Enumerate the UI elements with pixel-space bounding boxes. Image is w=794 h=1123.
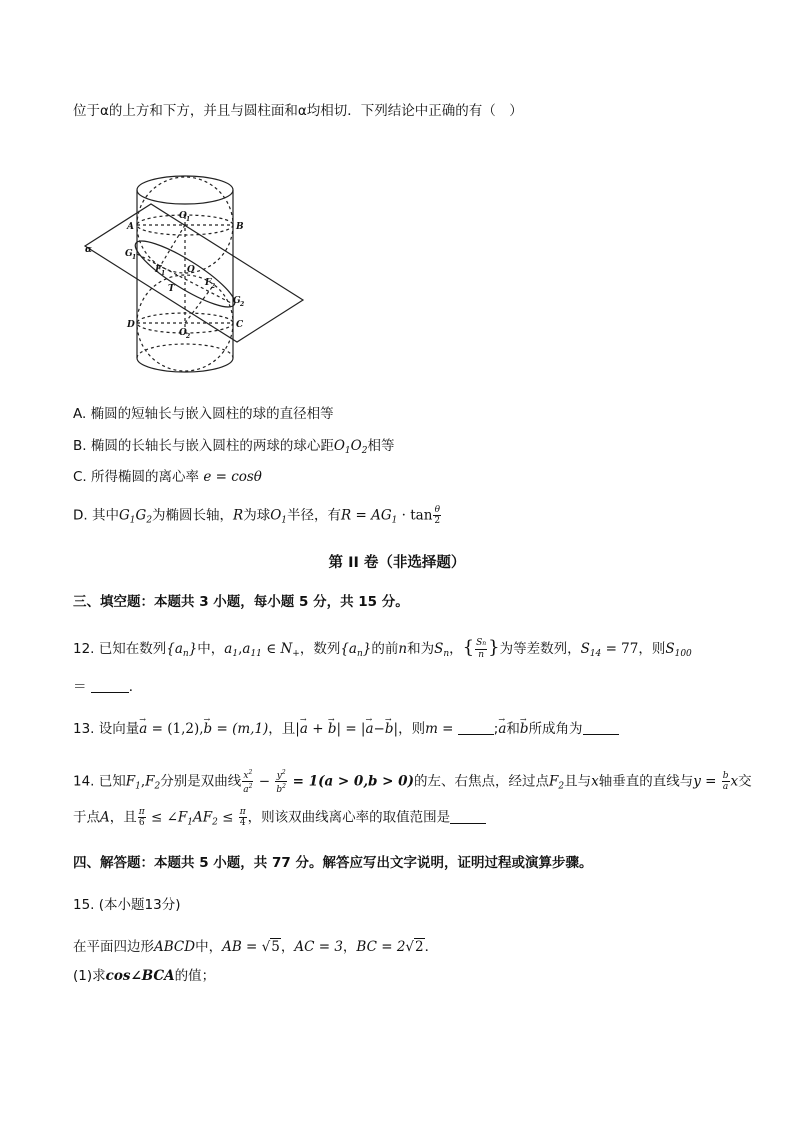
label-F2-sub: 2: [211, 283, 216, 290]
q15-title: 15. (本小题13分): [73, 897, 181, 913]
q14-answer-blank[interactable]: [450, 811, 486, 824]
section-ellipse: [128, 231, 241, 316]
q14-line-1: 14. 已知$F_1,F_2$分别是双曲线 $\frac{x^2}{a^2}$ − $\frac{y^2}{b^2}$ = 1(a > 0,b > 0)的左、右焦点，经过点$F_2$且与x轴垂直的直线与y = $\frac{b}{a}$ x交: [73, 769, 752, 795]
q15-stem: 在平面四边形ABCD中，AB = √5，AC = 3，BC = 2√2．: [73, 939, 439, 955]
label-O1: O: [179, 211, 187, 221]
label-O2-sub: 2: [186, 333, 191, 340]
label-F1: F: [155, 265, 162, 275]
label-C: C: [236, 320, 244, 330]
q11-option-d: D. 其中$G_1G_2$为椭圆长轴，R为球$O_1$半径，有$R = AG_1 \cdot \tan$ $\frac{\theta}{2}$: [73, 505, 441, 526]
label-F2: F: [205, 278, 212, 288]
q12-answer-blank[interactable]: [91, 680, 129, 693]
section-2-title: 第 II 卷（非选择题）: [328, 555, 466, 571]
label-O: O: [187, 265, 195, 275]
label-G2-sub: 2: [240, 301, 245, 308]
q15-subquestion-1: (1)求cos∠BCA的值；: [73, 968, 216, 984]
q11-option-b: B. 椭圆的长轴长与嵌入圆柱的两球的球心距$O_1O_2$相等: [73, 438, 395, 456]
q12-line-1: 12. 已知在数列$\{a_n\}$中，$a_1,a_{11}$ ∈ $N_+$，数列$\{a_n\}$的前n和为$S_n$，{ $\frac{Sn}{n}$ }为等差数列，$S_{14} = 77$，则$S_{100}$: [73, 637, 692, 660]
cylinder-sphere-figure: [75, 168, 305, 383]
label-T: T: [168, 284, 175, 294]
cylinder-top-ellipse: [137, 176, 233, 204]
label-G1-sub: 1: [132, 254, 137, 261]
section-4-header: 四、解答题：本题共 5 小题，共 77 分。解答应写出文字说明，证明过程或演算步骤。: [73, 855, 593, 871]
q13-answer-blank-2[interactable]: [583, 722, 619, 735]
label-G1: G: [125, 249, 133, 259]
cylinder-bottom-front: [137, 358, 233, 372]
section-3-header: 三、填空题：本题共 3 小题，每小题 5 分，共 15 分。: [73, 594, 409, 610]
label-B: B: [236, 222, 244, 232]
label-G2: G: [233, 296, 241, 306]
label-A: A: [127, 222, 134, 232]
label-O1-sub: 1: [186, 216, 191, 223]
label-O2: O: [179, 328, 187, 338]
label-F1-sub: 1: [161, 270, 166, 277]
q12-line-2: ＝ ．: [73, 679, 143, 695]
cylinder-bottom-back: [137, 344, 233, 358]
label-alpha: α: [85, 245, 92, 255]
q14-line-2: 于点A，且 $\frac{\pi}{6}$ ≤ $\angle F_1AF_2$ ≤ $\frac{\pi}{4}$ ，则该双曲线离心率的取值范围是: [73, 807, 486, 833]
q13-answer-blank-1[interactable]: [458, 722, 494, 735]
label-D: D: [127, 320, 135, 330]
q13-line: 13. 设向量→ a = (1,2),→ b = (m,1)，且|→ a + → b| = |→ a−→ b|，则m = ;→ a和→ b所成角为: [73, 719, 619, 739]
q11-option-c: C. 所得椭圆的离心率 e = cosθ: [73, 469, 262, 485]
q11-stem: 位于α的上方和下方，并且与圆柱面和α均相切．下列结论中正确的有（ ）: [73, 103, 523, 119]
q11-option-a: A. 椭圆的短轴长与嵌入圆柱的球的直径相等: [73, 406, 334, 422]
